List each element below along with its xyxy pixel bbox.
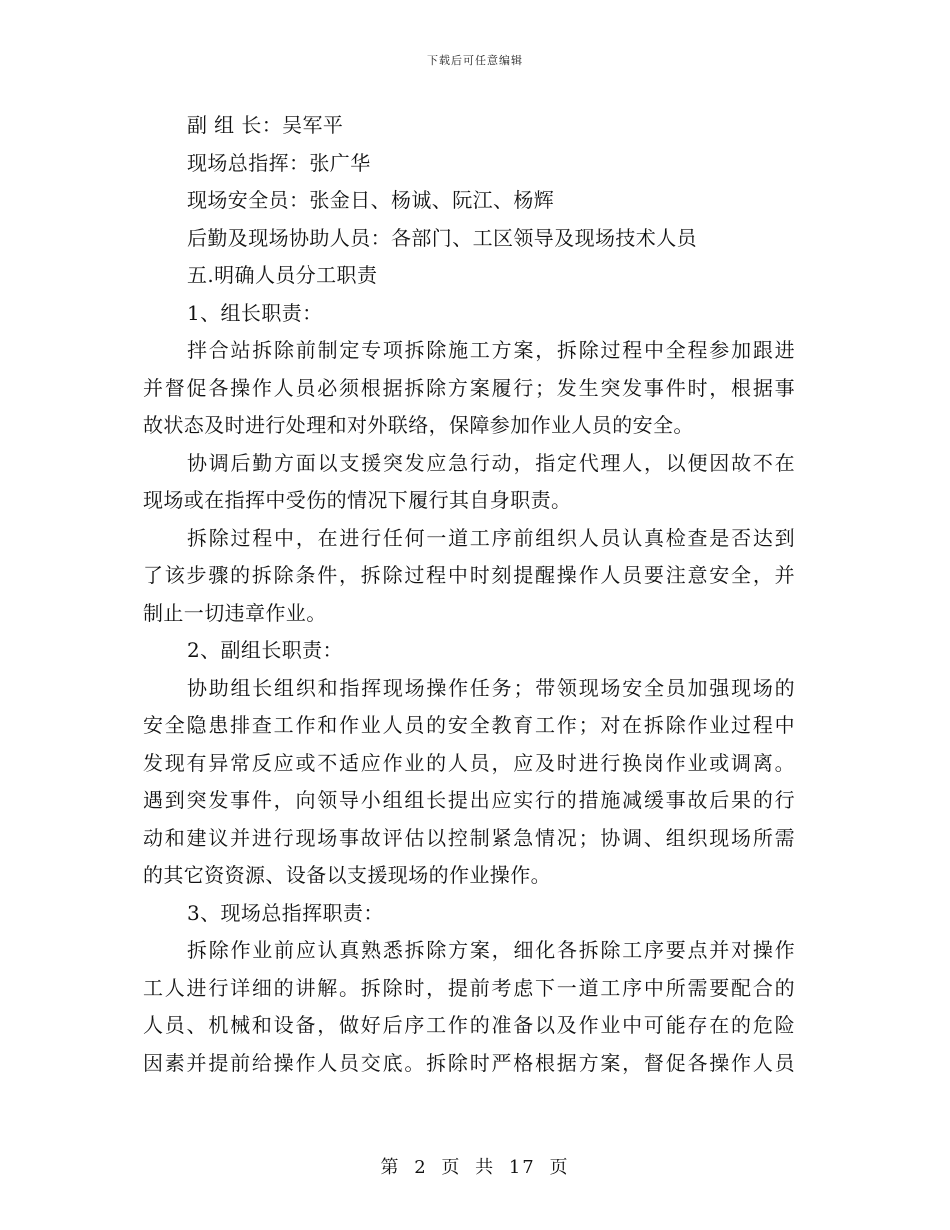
- role-label: 副 组 长：: [187, 113, 283, 137]
- paragraph-line: 故状态及时进行处理和对外联络，保障参加作业人员的安全。: [143, 413, 694, 437]
- role-value: 张金日、杨诚、阮江、杨辉: [309, 188, 555, 212]
- role-logistics-support: [143, 220, 795, 258]
- leader-duties-heading: 1、组长职责：: [187, 300, 323, 325]
- paragraph-line: 了该步骤的拆除条件，拆除过程中时刻提醒操作人员要注意安全，并: [143, 563, 795, 587]
- role-safety-officers: [143, 182, 795, 220]
- paragraph-line: 安全隐患排查工作和作业人员的安全教育工作；对在拆除作业过程中: [143, 713, 795, 737]
- document-body: [143, 107, 795, 1082]
- paragraph-line: 拆除作业前应认真熟悉拆除方案，细化各拆除工序要点并对操作: [187, 938, 795, 962]
- paragraph-line: 并督促各操作人员必须根据拆除方案履行；发生突发事件时，根据事: [143, 375, 795, 400]
- deputy-duties-heading: 2、副组长职责：: [187, 638, 343, 662]
- paragraph-line: 遇到突发事件，向领导小组组长提出应实行的措施减缓事故后果的行: [143, 788, 795, 812]
- commander-duties-heading: 3、现场总指挥职责：: [187, 900, 384, 925]
- role-value: 吴军平: [282, 113, 344, 137]
- paragraph-line: 工人进行详细的讲解。拆除时，提前考虑下一道工序中所需要配合的: [143, 975, 795, 1000]
- section-heading: 五.明确人员分工职责: [187, 263, 378, 287]
- paragraph-line: 动和建议并进行现场事故评估以控制紧急情况；协调、组织现场所需: [143, 825, 795, 850]
- paragraph-line: 发现有异常反应或不适应作业的人员，应及时进行换岗作业或调离。: [143, 750, 795, 775]
- paragraph-line: 拆除过程中，在进行任何一道工序前组织人员认真检查是否达到: [187, 525, 795, 550]
- paragraph-line: 协助组长组织和指挥现场操作任务；带领现场安全员加强现场的: [187, 675, 795, 700]
- role-value: 张广华: [309, 150, 371, 175]
- paragraph-line: 因素并提前给操作人员交底。拆除时严格根据方案，督促各操作人员: [143, 1050, 795, 1075]
- role-deputy-leader: [143, 107, 795, 145]
- paragraph-line: 拌合站拆除前制定专项拆除施工方案，拆除过程中全程参加跟进: [187, 338, 795, 362]
- paragraph-line: 现场或在指挥中受伤的情况下履行其自身职责。: [143, 488, 572, 512]
- page-header: 下载后可任意编辑: [427, 54, 523, 67]
- paragraph-line: 的其它资资源、设备以支援现场的作业操作。: [143, 863, 551, 887]
- role-value: 各部门、工区领导及现场技术人员: [391, 225, 697, 250]
- paragraph-line: 协调后勤方面以支援突发应急行动，指定代理人，以便因故不在: [187, 450, 795, 475]
- page-number-footer: 第 2 页 共 17 页: [380, 1157, 570, 1178]
- paragraph-line: 人员、机械和设备，做好后序工作的准备以及作业中可能存在的危险: [143, 1013, 795, 1037]
- role-label: 现场总指挥：: [187, 150, 310, 175]
- role-site-commander: [143, 145, 795, 183]
- role-label: 后勤及现场协助人员：: [187, 225, 391, 250]
- role-label: 现场安全员：: [187, 188, 310, 212]
- paragraph-line: 制止一切违章作业。: [143, 600, 327, 625]
